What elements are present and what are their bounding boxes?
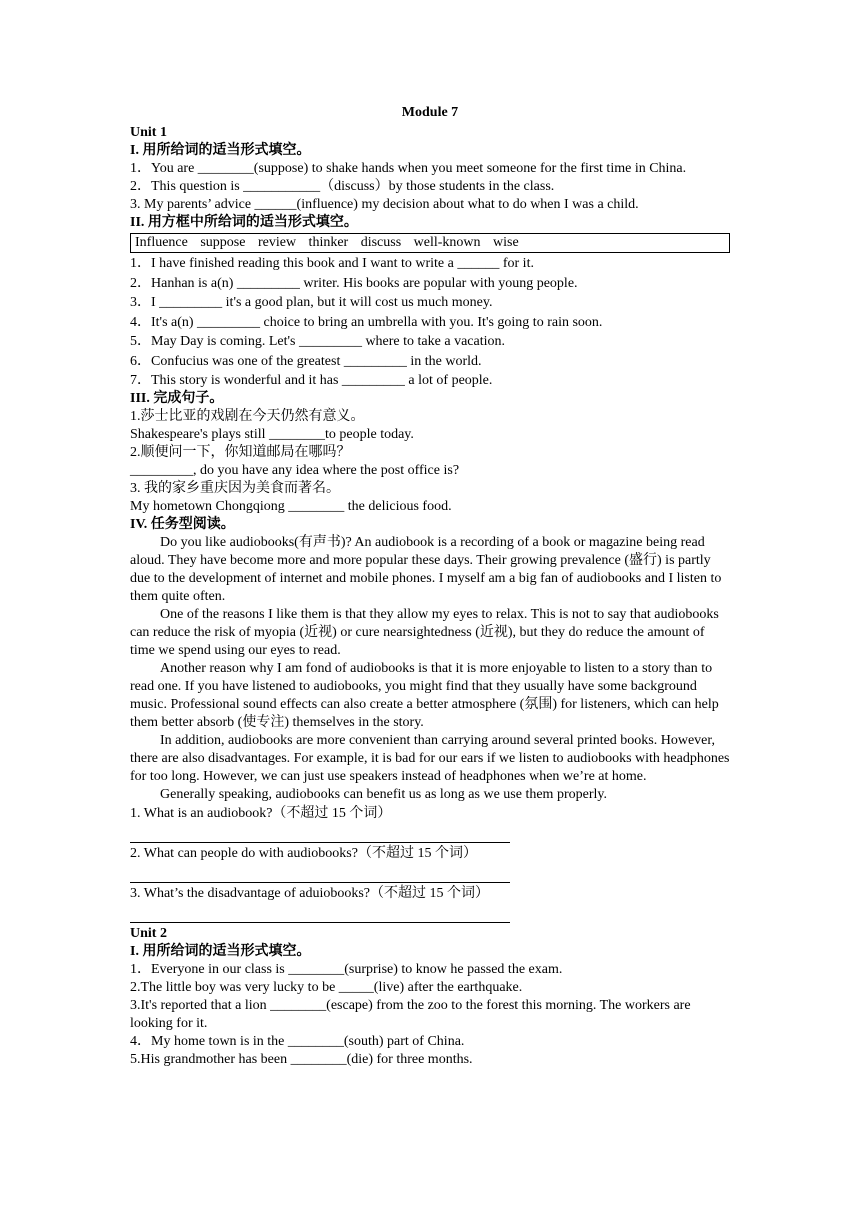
reading-paragraph-3: Another reason why I am fond of audiobooks is that it is more enjoyable to listen to a story than to read one. If you have listened to audiobooks, you might find that they usually have some background music. Professional sound effects can also create a better atmosphere (氛围) for listeners, which can help them better absorb (使专注) themselves in the story. bbox=[130, 661, 719, 730]
u1-sec3-heading: III. 完成句子。 bbox=[130, 391, 224, 406]
u1-sec2-heading: II. 用方框中所给词的适当形式填空。 bbox=[130, 215, 358, 230]
u2-sec1-item-5: 5.His grandmother has been ________(die) for three months. bbox=[130, 1052, 473, 1067]
reading-paragraph-2: One of the reasons I like them is that they allow my eyes to relax. This is not to say that audiobooks can reduce the risk of myopia (近视) or cure nearsightedness (近视), but they do reduce the amount of time we spend using our eyes to read. bbox=[130, 607, 719, 658]
u1-sec1-item-1: 1．You are ________(suppose) to shake hands when you meet someone for the first time in China. bbox=[130, 161, 687, 176]
document-page bbox=[130, 104, 730, 1069]
unit2-title: Unit 2 bbox=[130, 926, 167, 941]
u1-sec3-line-1: 1.莎士比亚的戏剧在今天仍然有意义。 bbox=[130, 409, 365, 424]
u1-sec1-item-3: 3. My parents’ advice ______(influence) my decision about what to do when I was a child. bbox=[130, 197, 639, 212]
u1-sec3-line-3: 2.顺便问一下，你知道邮局在哪吗？ bbox=[130, 445, 351, 460]
module-title: Module 7 bbox=[401, 105, 459, 120]
u1-sec1-item-2: 2．This question is ___________（discuss）by those students in the class. bbox=[130, 179, 555, 194]
reading-question-2: 2. What can people do with audiobooks?（不超过 15 个词） bbox=[130, 846, 477, 861]
u1-sec2-item-1: 1．I have finished reading this book and I want to write a ______ for it. bbox=[130, 256, 534, 271]
u2-sec1-item-3: 3.It's reported that a lion ________(escape) from the zoo to the forest this morning. The workers are looking for it. bbox=[130, 998, 691, 1031]
answer-line-1 bbox=[130, 823, 510, 843]
reading-paragraph-5: Generally speaking, audiobooks can benefit us as long as we use them properly. bbox=[160, 787, 607, 802]
unit1-title: Unit 1 bbox=[130, 125, 167, 140]
reading-paragraph-4: In addition, audiobooks are more convenient than carrying around several printed books. However, there are also disadvantages. For example, it is bad for our ears if we listen to audiobooks with headphones for too long. However, we can just use speakers instead of headphones when we’re at home. bbox=[130, 733, 730, 784]
u2-sec1-item-2: 2.The little boy was very lucky to be _____(live) after the earthquake. bbox=[130, 980, 523, 995]
answer-line-2 bbox=[130, 863, 510, 883]
reading-question-3: 3. What’s the disadvantage of aduiobooks?（不超过 15 个词） bbox=[130, 886, 490, 901]
u2-sec1-heading: I. 用所给词的适当形式填空。 bbox=[130, 944, 311, 959]
answer-line-3 bbox=[130, 903, 510, 923]
reading-question-1: 1. What is an audiobook?（不超过 15 个词） bbox=[130, 806, 392, 821]
u1-sec2-item-2: 2．Hanhan is a(n) _________ writer. His books are popular with young people. bbox=[130, 275, 578, 291]
u1-sec2-item-3: 3．I _________ it's a good plan, but it will cost us much money. bbox=[130, 295, 493, 310]
u2-sec1-item-4: 4．My home town is in the ________(south) part of China. bbox=[130, 1034, 465, 1049]
u1-sec2-item-6: 6．Confucius was one of the greatest _________ in the world. bbox=[130, 353, 482, 369]
u1-sec2-item-4: 4．It's a(n) _________ choice to bring an umbrella with you. It's going to rain soon. bbox=[130, 314, 603, 330]
reading-paragraph-1: Do you like audiobooks(有声书)? An audiobook is a recording of a book or magazine being read aloud. They have become more and more popular these days. Their growing prevalence (盛行) is partly due to the development of internet and mobile phones. I myself am a big fan of audiobooks and I listen to them quite often. bbox=[130, 535, 722, 604]
u1-sec1-heading: I. 用所给词的适当形式填空。 bbox=[130, 143, 311, 158]
u1-sec3-line-6: My hometown Chongqiong ________ the delicious food. bbox=[130, 499, 452, 514]
u1-sec2-item-5: 5．May Day is coming. Let's _________ where to take a vacation. bbox=[130, 334, 505, 349]
u1-sec2-item-7: 7．This story is wonderful and it has _________ a lot of people. bbox=[130, 373, 493, 388]
u1-sec4-heading: IV. 任务型阅读。 bbox=[130, 517, 235, 532]
u1-sec3-line-2: Shakespeare's plays still ________to people today. bbox=[130, 427, 414, 442]
u1-sec3-line-5: 3. 我的家乡重庆因为美食而著名。 bbox=[130, 481, 340, 496]
word-box: Influence suppose review thinker discuss well-known wise bbox=[130, 233, 730, 253]
u1-sec3-line-4: _________, do you have any idea where the post office is? bbox=[130, 463, 460, 478]
u2-sec1-item-1: 1．Everyone in our class is ________(surprise) to know he passed the exam. bbox=[130, 962, 563, 977]
